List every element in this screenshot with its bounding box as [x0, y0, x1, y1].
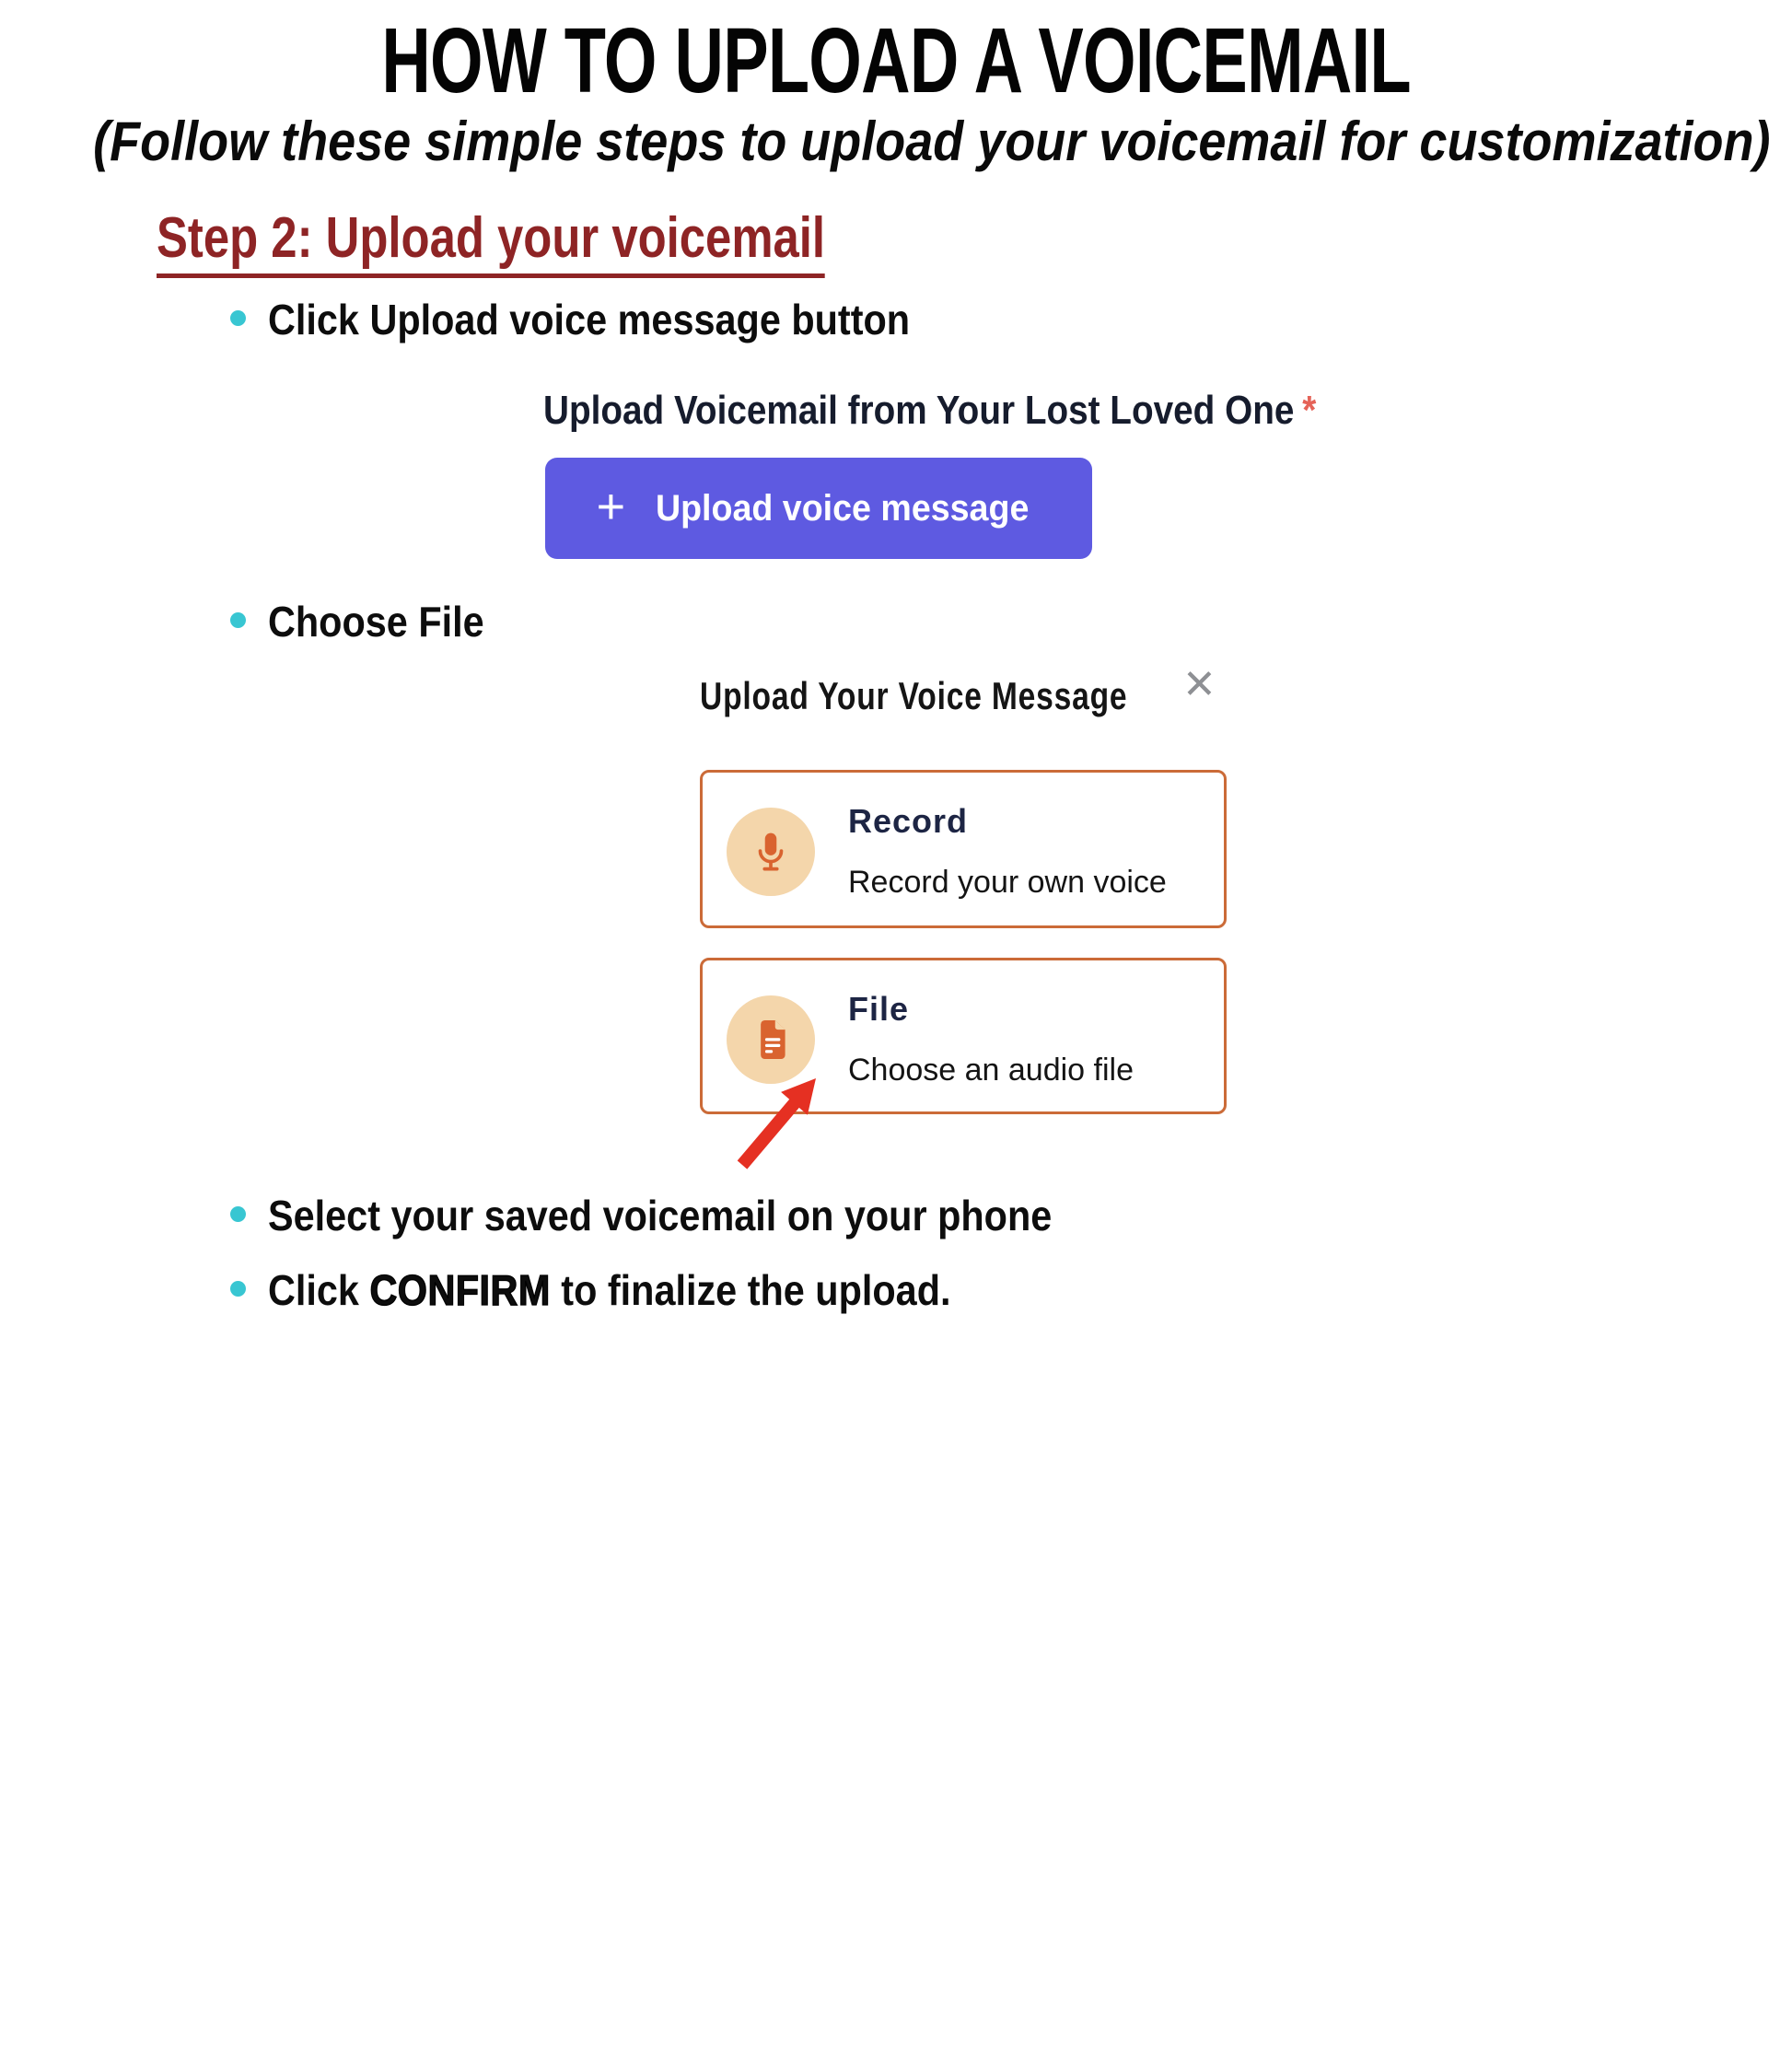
- modal-title: Upload Your Voice Message: [700, 674, 1128, 717]
- bullet-text: [268, 1267, 950, 1314]
- confirm-prefix: Click: [268, 1266, 370, 1314]
- close-icon[interactable]: ✕: [1182, 662, 1216, 707]
- bullet-click-confirm: [230, 1267, 1027, 1314]
- page-title-wrap: [0, 9, 1792, 112]
- record-icon-circle: [727, 808, 815, 896]
- step-heading: Step 2: Upload your voicemail: [157, 208, 825, 278]
- annotation-arrow-icon: [727, 1062, 838, 1181]
- bullet-dot-icon: [230, 1281, 246, 1297]
- upload-field-label-text: Upload Voicemail from Your Lost Loved One: [543, 388, 1295, 433]
- bullet-select-saved: [230, 1193, 1139, 1239]
- upload-field-label: [543, 389, 1316, 433]
- record-option-label: Record: [848, 802, 969, 840]
- bullet-text: Click Upload voice message button: [268, 296, 911, 343]
- required-asterisk: *: [1302, 388, 1317, 433]
- file-icon: [747, 1016, 795, 1064]
- upload-voice-message-button-label: Upload voice message: [656, 487, 1030, 529]
- bullet-click-upload: [230, 297, 982, 343]
- bullet-dot-icon: [230, 1206, 246, 1222]
- bullet-dot-icon: [230, 310, 246, 326]
- confirm-keyword: CONFIRM: [369, 1266, 551, 1314]
- file-option-description: Choose an audio file: [848, 1053, 1135, 1088]
- record-option-description: Record your own voice: [848, 865, 1167, 900]
- upload-voice-message-button[interactable]: [545, 458, 1092, 559]
- bullet-dot-icon: [230, 612, 246, 628]
- record-option-card[interactable]: [700, 770, 1227, 928]
- bullet-text: Select your saved voicemail on your phone: [268, 1192, 1053, 1239]
- file-option-label: File: [848, 990, 910, 1028]
- microphone-icon: [747, 828, 795, 876]
- bullet-text: Choose File: [268, 598, 484, 646]
- plus-icon: +: [596, 479, 626, 534]
- confirm-suffix: to finalize the upload.: [550, 1266, 951, 1314]
- bullet-choose-file: [230, 599, 508, 646]
- page-subtitle-wrap: [0, 112, 1792, 170]
- page-subtitle: (Follow these simple steps to upload your voicemail for customization): [93, 111, 1771, 172]
- page-title: HOW TO UPLOAD A VOICEMAIL: [381, 9, 1411, 112]
